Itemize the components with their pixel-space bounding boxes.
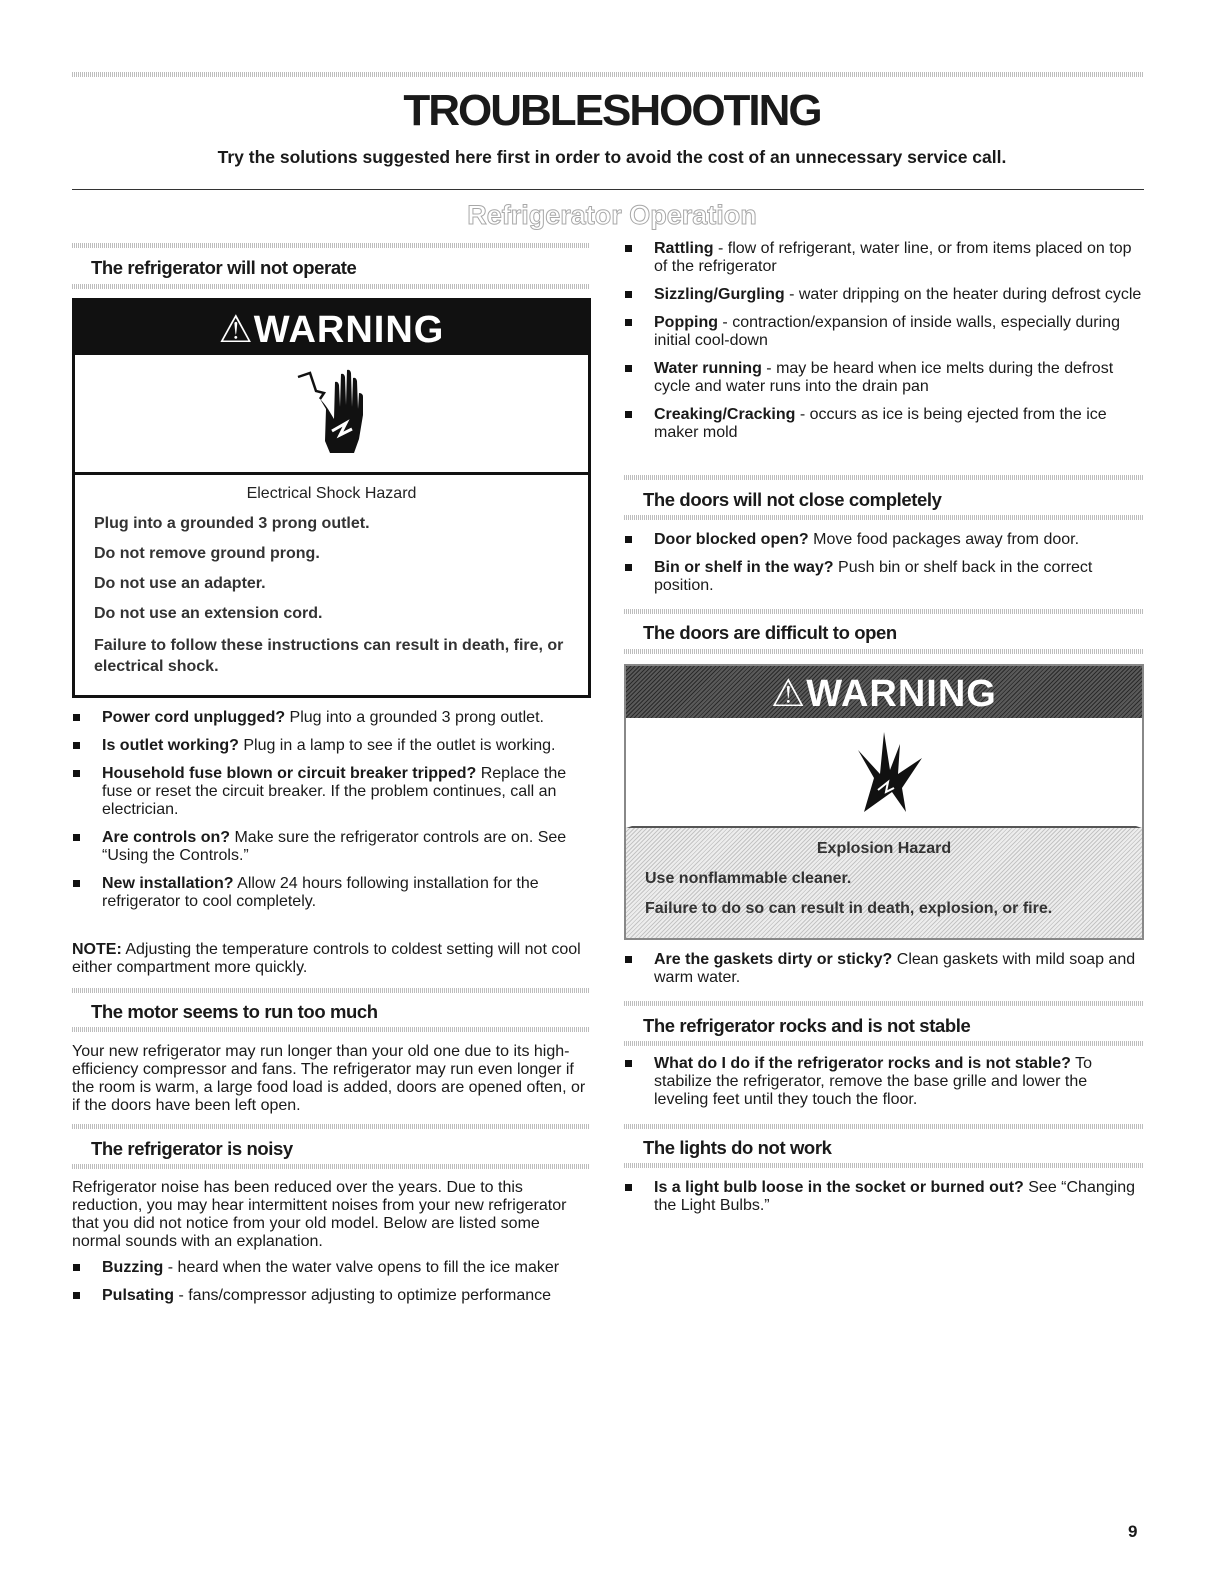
- doors-open-list: [624, 951, 1144, 997]
- warning-line: Use nonflammable cleaner.: [645, 870, 852, 887]
- warning-line: Plug into a grounded 3 prong outlet.: [94, 515, 370, 532]
- list-item: Buzzing - heard when the water valve opens to fill the ice maker: [72, 1259, 590, 1277]
- heading-doors-close: The doors will not close completely: [643, 489, 942, 510]
- page-subtitle: Try the solutions suggested here first in order to avoid the cost of an unnecessary service call.: [217, 147, 1007, 167]
- motor-paragraph: Your new refrigerator may run longer than your old one due to its high-efficiency compressor and fans. The refrigerator may run even longer if the room is warm, a large food load is added, doors are opened often, or if the doors have been left open.: [72, 1043, 586, 1114]
- noisy-list: [72, 1259, 590, 1315]
- heading-rule-bottom: [72, 1027, 590, 1032]
- warning-line: Do not remove ground prong.: [94, 545, 320, 562]
- heading-rule-top: [72, 1124, 590, 1129]
- list-item: What do I do if the refrigerator rocks and is not stable? To stabilize the refrigerator, remove the base grille and lower the leveling feet until they touch the floor.: [624, 1055, 1144, 1109]
- hazard-name: Explosion Hazard: [816, 840, 952, 857]
- warning-box-explosion: [624, 664, 1144, 940]
- doors-close-list: [624, 531, 1144, 605]
- rocks-list: [624, 1055, 1144, 1119]
- list-item: Water running - may be heard when ice melts during the defrost cycle and water runs into the drain pan: [624, 360, 1144, 396]
- page-number: 9: [1128, 1522, 1138, 1541]
- title-divider: [72, 189, 1144, 190]
- heading-rocks: The refrigerator rocks and is not stable: [643, 1015, 971, 1036]
- heading-rule-top: [72, 243, 590, 248]
- heading-not-operate: The refrigerator will not operate: [91, 257, 357, 278]
- top-hatched-rule: [72, 72, 1144, 77]
- heading-rule-bottom: [624, 515, 1144, 520]
- heading-lights: The lights do not work: [643, 1137, 832, 1158]
- list-item: Bin or shelf in the way? Push bin or shelf back in the correct position.: [624, 559, 1144, 595]
- list-item: Power cord unplugged? Plug into a grounded 3 prong outlet.: [72, 709, 590, 727]
- not-operate-list: [72, 709, 590, 921]
- note-label: NOTE:: [72, 941, 122, 958]
- list-item: Are controls on? Make sure the refrigerator controls are on. See “Using the Controls.”: [72, 829, 590, 865]
- heading-rule-top: [624, 1001, 1144, 1006]
- list-item: Rattling - flow of refrigerant, water line, or from items placed on top of the refrigerator: [624, 240, 1144, 276]
- list-item: New installation? Allow 24 hours following installation for the refrigerator to cool completely.: [72, 875, 590, 911]
- warning-box-electrical: [72, 298, 591, 698]
- list-item: Creaking/Cracking - occurs as ice is being ejected from the ice maker mold: [624, 406, 1144, 442]
- heading-rule-bottom: [72, 1164, 590, 1169]
- warning-banner: ⚠WARNING: [626, 666, 1142, 718]
- page-title: TROUBLESHOOTING: [403, 86, 821, 135]
- list-item: Pulsating - fans/compressor adjusting to optimize performance: [72, 1287, 590, 1305]
- warning-text: [626, 828, 1142, 918]
- heading-noisy: The refrigerator is noisy: [91, 1138, 293, 1159]
- lights-list: [624, 1179, 1144, 1225]
- warning-banner: ⚠WARNING: [75, 301, 588, 355]
- heading-rule-bottom: [624, 1163, 1144, 1168]
- list-item: Are the gaskets dirty or sticky? Clean gaskets with mild soap and warm water.: [624, 951, 1144, 987]
- warning-line: Failure to do so can result in death, explosion, or fire.: [645, 900, 1053, 917]
- heading-rule-bottom: [624, 649, 1144, 654]
- hazard-name: Electrical Shock Hazard: [246, 485, 417, 502]
- heading-rule-bottom: [624, 1041, 1144, 1046]
- list-item: Household fuse blown or circuit breaker tripped? Replace the fuse or reset the circuit breaker. If the problem continues, call an electrician.: [72, 765, 590, 819]
- warning-text: [75, 475, 588, 677]
- warning-line: Do not use an extension cord.: [94, 605, 323, 622]
- warning-icon-area: [75, 355, 588, 475]
- explosion-icon: [844, 730, 924, 814]
- warning-icon-area: [626, 718, 1142, 828]
- heading-doors-open: The doors are difficult to open: [643, 622, 897, 643]
- list-item: Popping - contraction/expansion of inside walls, especially during initial cool-down: [624, 314, 1144, 350]
- warning-line: Failure to follow these instructions can result in death, fire, or electrical shock.: [94, 637, 564, 675]
- list-item: Is a light bulb loose in the socket or burned out? See “Changing the Light Bulbs.”: [624, 1179, 1144, 1215]
- heading-rule-top: [72, 988, 590, 993]
- list-item: Door blocked open? Move food packages away from door.: [624, 531, 1144, 549]
- section-title: Refrigerator Operation: [467, 200, 757, 230]
- list-item: Is outlet working? Plug in a lamp to see if the outlet is working.: [72, 737, 590, 755]
- warning-line: Do not use an adapter.: [94, 575, 266, 592]
- noisy-continued-list: [624, 240, 1144, 452]
- heading-motor: The motor seems to run too much: [91, 1001, 378, 1022]
- list-item: Sizzling/Gurgling - water dripping on the heater during defrost cycle: [624, 286, 1144, 304]
- heading-rule-top: [624, 475, 1144, 480]
- electric-shock-hand-icon: [296, 369, 368, 459]
- heading-rule-top: [624, 609, 1144, 614]
- heading-rule-bottom: [72, 284, 590, 289]
- noisy-paragraph: Refrigerator noise has been reduced over the years. Due to this reduction, you may hear intermittent noises from your new refrigerator that you did not notice from your old model. Below are listed some normal sounds with an explanation.: [72, 1179, 567, 1250]
- note-paragraph: NOTE: Adjusting the temperature controls to coldest setting will not cool either compartment more quickly.: [72, 941, 581, 976]
- heading-rule-top: [624, 1124, 1144, 1129]
